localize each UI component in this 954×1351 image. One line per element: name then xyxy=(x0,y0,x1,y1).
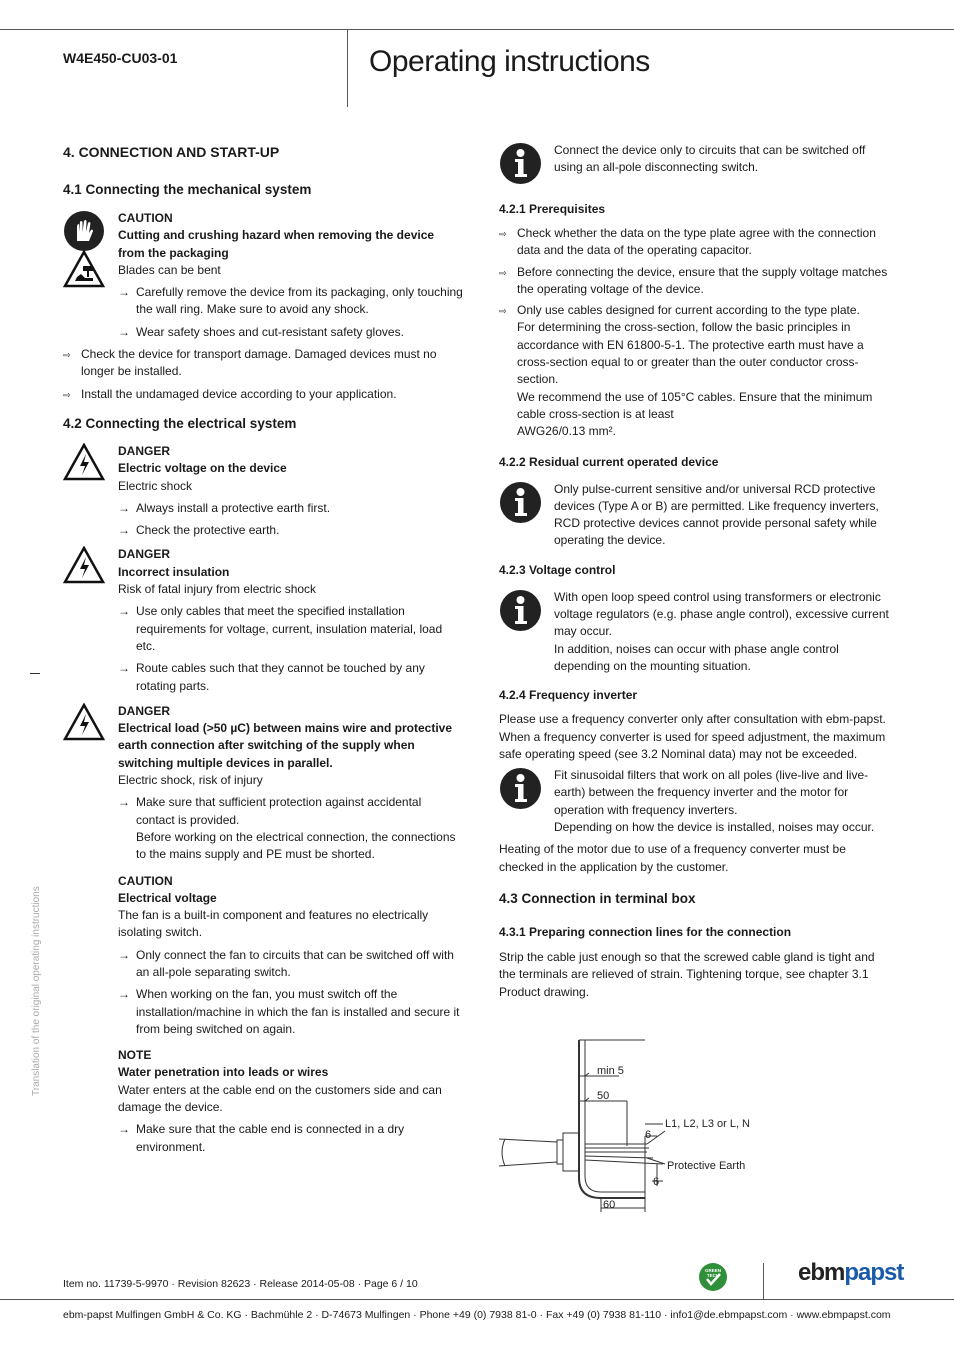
paragraph: Heating of the motor due to use of a frequency converter must be checked in the application by the customer. xyxy=(499,842,846,874)
bullet-item: ⇨ Only use cables designed for current according to the type plate. For determining the cross-section, follow the basic principles in accordance with EN 61800-5-1. The protective earth must have a cross-section equal to or greater than the outer conductor cross-section. We recommend the use of 105°C cables. Ensure that the minimum cable cross-section is at least AWG26/0.13 mm². xyxy=(499,302,889,440)
info-icon xyxy=(499,142,542,185)
section-422-heading: 4.2.2 Residual current operated device xyxy=(499,454,719,469)
arrow-item: → Make sure that sufficient protection against accidental contact is provided. xyxy=(118,795,422,827)
info-icon xyxy=(499,589,542,632)
arrow-item: → Check the protective earth. xyxy=(118,523,280,538)
caution-title: Electrical voltage xyxy=(118,890,217,905)
page-title: Operating instructions xyxy=(369,45,650,78)
crush-hazard-icon xyxy=(63,250,105,288)
arrow-continuation: Before working on the electrical connection, the connections to the mains supply and PE must be shorted. xyxy=(136,829,456,862)
side-caption: Translation of the original operating instructions xyxy=(31,886,42,1096)
header-top-rule xyxy=(0,29,954,30)
protective-earth-label: Protective Earth xyxy=(667,1160,746,1172)
caution-title: Cutting and crushing hazard when removing the device from the packaging xyxy=(118,228,435,260)
section-431-heading: 4.3.1 Preparing connection lines for the connection xyxy=(499,924,792,939)
green-tech-badge xyxy=(698,1262,728,1292)
dim-6b-label: 6 xyxy=(653,1176,660,1188)
section-424-heading: 4.2.4 Frequency inverter xyxy=(499,688,638,703)
bullet-text: We recommend the use of 105°C cables. Ensure that the minimum cable cross-section is at least xyxy=(517,389,873,421)
high-voltage-icon xyxy=(63,443,105,481)
header-divider xyxy=(347,29,348,107)
arrow-item: → Make sure that the cable end is connected in a dry environment. xyxy=(118,1122,405,1154)
bullet-text: Only use cables designed for current according to the type plate. xyxy=(517,303,860,318)
danger-text: Electric shock xyxy=(118,478,193,493)
section-421-heading: 4.2.1 Prerequisites xyxy=(499,202,606,216)
danger-title: Electrical load (>50 µC) between mains wire and protective earth connection after switching of the supply when switching multiple devices in parallel. xyxy=(118,721,453,770)
right-column xyxy=(499,142,889,1001)
dim-6a-label: 6 xyxy=(645,1129,652,1141)
bullet-item: ⇨ Check the device for transport damage. Damaged devices must no longer be installed. xyxy=(63,347,437,379)
info-text: Fit sinusoidal filters that work on all poles (live-live and live-earth) between the frequency inverter and the motor for operation with frequency inverters. xyxy=(554,768,869,817)
danger-text: Risk of fatal injury from electric shock xyxy=(118,582,317,597)
gloves-icon xyxy=(63,210,105,252)
info-text: Connect the device only to circuits that can be switched off using an all-pole disconnecting switch. xyxy=(554,143,866,175)
dim-min5-label: min 5 xyxy=(597,1065,624,1077)
item-revision-info: Item no. 11739-5-9970 · Revision 82623 · Release 2014-05-08 · Page 6 / 10 xyxy=(63,1278,418,1290)
danger-text: Electric shock, risk of injury xyxy=(118,773,263,788)
danger-label: DANGER xyxy=(118,703,171,718)
info-text: In addition, noises can occur with phase angle control depending on the mounting situation. xyxy=(554,641,839,673)
danger-block-2 xyxy=(63,546,463,694)
section-4-heading: 4. CONNECTION AND START-UP xyxy=(63,144,280,160)
caution-block-mechanical xyxy=(63,210,463,341)
danger-title: Electric voltage on the device xyxy=(118,461,287,476)
section-43-heading: 4.3 Connection in terminal box xyxy=(499,890,696,906)
product-code: W4E450-CU03-01 xyxy=(63,50,178,66)
danger-title: Incorrect insulation xyxy=(118,564,230,579)
company-address: ebm-papst Mulfingen GmbH & Co. KG · Bachmühle 2 · D-74673 Mulfingen · Phone +49 (0) 7938 81-0 · Fax +49 (0) 7938 81-110 · info1@de.ebmpapst.com · www.ebmpapst.com xyxy=(63,1309,891,1321)
margin-tick xyxy=(30,673,40,674)
note-label: NOTE xyxy=(118,1048,152,1063)
arrow-item: → Only connect the fan to circuits that can be switched off with an all-pole separating switch. xyxy=(118,947,454,979)
caution-label: CAUTION xyxy=(118,873,173,888)
badge-text-1: GREEN xyxy=(704,1268,722,1273)
paragraph: Please use a frequency converter only after consultation with ebm-papst. When a frequency converter is used for speed adjustment, the maximum safe operating speed (see 3.2 Nominal data) may not be exceeded. xyxy=(499,712,886,761)
logo-papst: papst xyxy=(844,1259,904,1286)
section-423-heading: 4.2.3 Voltage control xyxy=(499,562,616,577)
info-block-rcd xyxy=(499,481,889,550)
caution-text: Blades can be bent xyxy=(118,262,221,277)
section-41-heading: 4.1 Connecting the mechanical system xyxy=(63,182,312,197)
paragraph: Strip the cable just enough so that the screwed cable gland is tight and the terminals are relieved of strain. Tightening torque, see chapter 3.1 Product drawing. xyxy=(499,949,875,999)
arrow-item: → Carefully remove the device from its packaging, only touching the wall ring. Make sure to avoid any shock. xyxy=(118,285,463,317)
bullet-item: ⇨ Install the undamaged device according to your application. xyxy=(63,386,397,401)
caution-text: The fan is a built-in component and features no electrically isolating switch. xyxy=(118,908,429,940)
high-voltage-icon xyxy=(63,703,105,741)
footer-divider xyxy=(763,1263,764,1299)
high-voltage-icon xyxy=(63,546,105,584)
ebmpapst-logo xyxy=(798,1259,903,1287)
note-text: Water enters at the cable end on the customers side and can damage the device. xyxy=(118,1082,442,1115)
note-block xyxy=(118,1047,463,1156)
dim-50-label: 50 xyxy=(597,1090,610,1102)
footer-rule xyxy=(0,1299,954,1300)
info-text: Depending on how the device is installed, noises may occur. xyxy=(554,820,875,835)
info-block-voltage xyxy=(499,589,889,675)
info-icon xyxy=(499,767,542,810)
dim-60-label: 60 xyxy=(603,1199,616,1211)
danger-label: DANGER xyxy=(118,443,171,458)
bullet-text: AWG26/0.13 mm². xyxy=(517,424,616,439)
arrow-item: → Wear safety shoes and cut-resistant safety gloves. xyxy=(118,324,404,339)
bullet-item: ⇨ Check whether the data on the type plate agree with the connection data and the data of the operating capacitor. xyxy=(499,226,876,258)
danger-label: DANGER xyxy=(118,547,171,562)
info-icon xyxy=(499,481,542,524)
info-block-inverter xyxy=(499,767,889,836)
arrow-item: → Route cables such that they cannot be touched by any rotating parts. xyxy=(118,661,425,693)
info-text: Only pulse-current sensitive and/or universal RCD protective devices (Type A or B) are permitted. Like frequency inverters, RCD protective devices cannot provide personal safety while operating the device. xyxy=(554,481,879,548)
note-title: Water penetration into leads or wires xyxy=(118,1065,329,1080)
left-column xyxy=(63,143,463,1156)
danger-block-1 xyxy=(63,443,463,539)
info-text: With open loop speed control using transformers or electronic voltage regulators (e.g. phase angle control), excessive current may occur. xyxy=(554,589,889,639)
bullet-item: ⇨ Before connecting the device, ensure that the supply voltage matches the operating voltage of the device. xyxy=(499,264,888,296)
arrow-item: → When working on the fan, you must switch off the installation/machine in which the fan is installed and secure it from being switched on again. xyxy=(118,987,460,1036)
cable-preparation-drawing xyxy=(497,1036,757,1212)
caution-label: CAUTION xyxy=(118,211,173,225)
info-block-switch xyxy=(499,142,889,186)
wires-label: L1, L2, L3 or L, N xyxy=(665,1118,750,1130)
danger-block-3 xyxy=(63,703,463,1156)
logo-ebm: ebm xyxy=(798,1259,845,1286)
arrow-item: → Always install a protective earth first. xyxy=(118,500,331,515)
caution-block-electrical xyxy=(118,873,463,1039)
badge-text-2: TECH xyxy=(706,1273,720,1278)
arrow-item: → Use only cables that meet the specified installation requirements for voltage, current, insulation material, load etc. xyxy=(118,604,443,653)
bullet-text: For determining the cross-section, follow the basic principles in accordance with EN 61800-5-1. The protective earth must have a cross-section equal to or greater than the outer conductor cross-section. xyxy=(517,320,864,387)
section-42-heading: 4.2 Connecting the electrical system xyxy=(63,415,297,431)
